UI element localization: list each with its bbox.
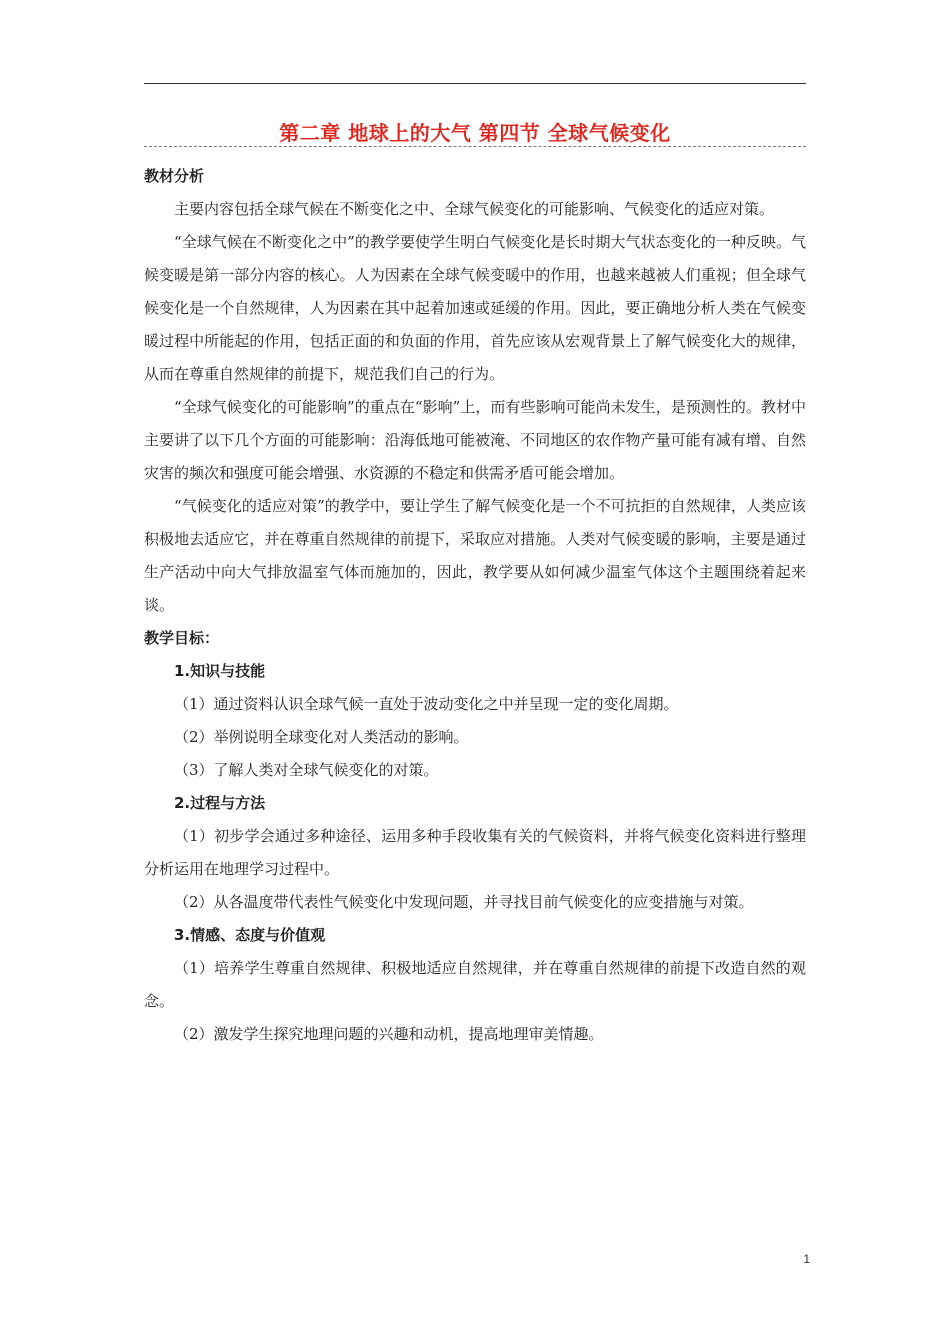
section-heading-teaching-goals: 教学目标： <box>144 629 220 647</box>
goal-item: （2）激发学生探究地理问题的兴趣和动机，提高地理审美情趣。 <box>174 1025 604 1043</box>
goal-item: （2）从各温度带代表性气候变化中发现问题，并寻找目前气候变化的应变措施与对策。 <box>174 893 754 911</box>
goal-item: （1）通过资料认识全球气候一直处于波动变化之中并呈现一定的变化周期。 <box>174 695 679 713</box>
document-title <box>144 118 806 148</box>
paragraph-1: 主要内容包括全球气候在不断变化之中、全球气候变化的可能影响、气候变化的适应对策。 <box>174 200 775 218</box>
title-row <box>144 118 806 150</box>
paragraph-3: “全球气候变化的可能影响”的重点在“影响”上，而有些影响可能尚未发生，是预测性的。教材中主要讲了以下几个方面的可能影响：沿海低地可能被淹、不同地区的农作物产量可能有减有增、自然灾害的频次和强度可能会增强、水资源的不稳定和供需矛盾可能会增加。 <box>144 398 806 482</box>
goal-heading-process-method: 2.过程与方法 <box>174 794 266 812</box>
goal-item: （1）培养学生尊重自然规律、积极地适应自然规律，并在尊重自然规律的前提下改造自然的观念。 <box>144 959 806 1010</box>
section-heading-material-analysis: 教材分析 <box>144 167 205 185</box>
header-rule <box>144 83 806 84</box>
document-title-text: 第二章 地球上的大气 第四节 全球气候变化 <box>273 121 676 145</box>
paragraph-2: “全球气候在不断变化之中”的教学要使学生明白气候变化是长时期大气状态变化的一种反映。气候变暖是第一部分内容的核心。人为因素在全球气候变暖中的作用，也越来越被人们重视；但全球气候变化是一个自然规律，人为因素在其中起着加速或延缓的作用。因此，要正确地分析人类在气候变暖过程中所能起的作用，包括正面的和负面的作用，首先应该从宏观背景上了解气候变化大的规律，从而在尊重自然规律的前提下，规范我们自己的行为。 <box>144 233 806 383</box>
goal-heading-knowledge-skills: 1.知识与技能 <box>174 662 266 680</box>
goal-item: （1）初步学会通过多种途径、运用多种手段收集有关的气候资料，并将气候变化资料进行整理分析运用在地理学习过程中。 <box>144 827 806 878</box>
goal-item: （3）了解人类对全球气候变化的对策。 <box>174 761 439 779</box>
document-body <box>144 160 806 1051</box>
goal-item: （2）举例说明全球变化对人类活动的影响。 <box>174 728 469 746</box>
paragraph-4: “气候变化的适应对策”的教学中，要让学生了解气候变化是一个不可抗拒的自然规律，人类应该积极地去适应它，并在尊重自然规律的前提下，采取应对措施。人类对气候变暖的影响，主要是通过生产活动中向大气排放温室气体而施加的，因此，教学要从如何减少温室气体这个主题围绕着起来谈。 <box>144 497 806 614</box>
page-number: 1 <box>803 1252 810 1266</box>
goal-heading-values: 3.情感、态度与价值观 <box>174 926 326 944</box>
